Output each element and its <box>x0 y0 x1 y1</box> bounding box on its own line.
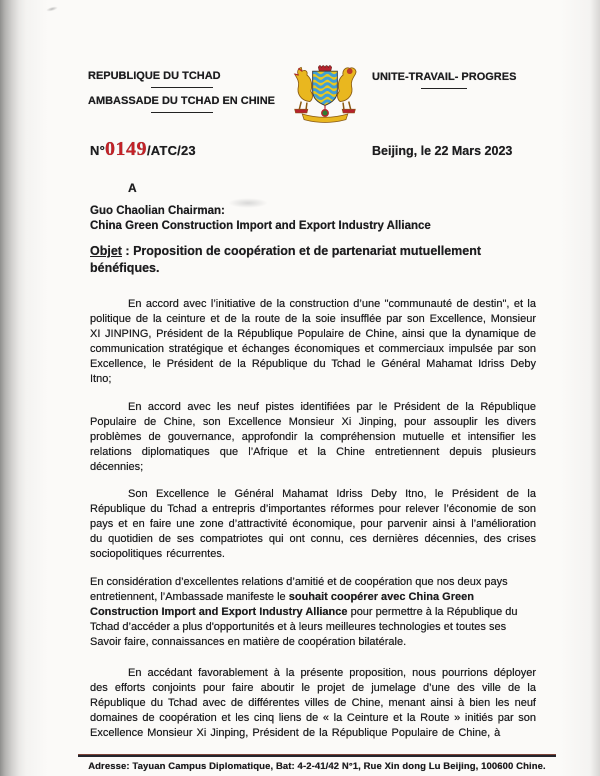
reference-row <box>90 138 536 162</box>
paragraph-4-text: En considération d’excellentes relations d’amitié et de coopération que nos deux pays entretiennent, l’Ambassade manifeste le <box>90 575 508 603</box>
letter-footer <box>78 754 556 772</box>
paragraph-4-bold-partner: souhait coopérer avec China Green Construction Import and Export Industry Alliance <box>90 590 474 618</box>
date-line: Beijing, le 22 Mars 2023 <box>372 144 513 158</box>
paragraph-2: En accord avec les neuf pistes identifiées par le Président de la République Populaire de Chine, son Excellence Monsieur Xi Jinping, pour assouplir les divers problèmes de gouvernance, approfondir la compréhension mutuelle et intensifier les relations diplomatiques que l’Afrique et la Chine entretiennent depuis plusieurs décennies; <box>90 400 536 473</box>
salutation: A <box>128 181 137 195</box>
reference-prefix: N° <box>90 143 105 158</box>
divider-line <box>151 112 213 113</box>
paragraph-5: En accédant favorablement à la présente proposition, nous pourrions déployer des efforts conjoints pour faire aboutir le projet de jumelage d’une des ville de la République du Tchad avec de différentes villes de Chine, menant ainsi à bien les neuf domaines de coopération et les cinq liens de « la Ceinture et la Route » initiés par son Excellence Monsieur Xi Jinping, Président de la République Populaire de Chine, à <box>90 666 536 740</box>
scan-smudge <box>46 6 59 13</box>
motto: UNITE-TRAVAIL- PROGRES <box>372 71 517 83</box>
reference-number <box>90 138 196 160</box>
footer-address: Adresse: Tayuan Campus Diplomatique, Bat: 4-2-41/42 N°1, Rue Xin dong Lu Beijing, 100600 Chine. <box>88 761 546 772</box>
recipient-organization: China Green Construction Import and Export Industry Alliance <box>90 219 431 232</box>
republic-title: REPUBLIQUE DU TCHAD <box>88 70 221 82</box>
reference-stamped-number: 0149 <box>105 138 147 160</box>
footer-divider-line <box>78 754 556 757</box>
header-left-block <box>88 70 275 113</box>
header-right-block <box>372 71 516 89</box>
subject-label: Objet <box>90 244 122 258</box>
letter-body <box>90 297 536 753</box>
reference-suffix: /ATC/23 <box>147 143 196 158</box>
paragraph-4-text: pour permettre à la République du Tchad d’accéder a plus d'opportunités et à leurs meilleures technologies et toutes ses Savoir faire, connaissances en matière de coopération bilatérale. <box>90 605 518 648</box>
subject-text: Proposition de coopération et de partenariat mutuellement bénéfiques. <box>90 244 482 275</box>
chad-coat-of-arms-icon <box>287 59 363 129</box>
paragraph-1: En accord avec l’initiative de la construction d’une "communauté de destin", et la politique de la ceinture et de la route de la soie insufflée par son Excellence, Monsieur XI JINPING, Président de la République Populaire de Chine, ainsi que la dynamique de communication stratégique et échanges économiques et commerciaux impulsée par son Excellence, le Président de la République du Tchad le Général Mahamat Idriss Deby Itno; <box>90 298 536 386</box>
divider-line <box>151 87 213 88</box>
divider-line <box>421 88 467 89</box>
paragraph-3: Son Excellence le Général Mahamat Idriss Deby Itno, le Président de la République du Tchad a entrepris d’importantes réformes pour relever l’économie de son pays et en faire une zone d’attractivité économique, pour parvenir ainsi à l’amélioration du quotidien de ses compatriotes qui ont connu, ces dernières décennies, des crises sociopolitiques récurrentes. <box>90 488 536 561</box>
recipient-name: Guo Chaolian Chairman: <box>90 205 225 217</box>
subject-separator: : <box>121 244 134 258</box>
subject-line <box>90 243 536 277</box>
embassy-title: AMBASSADE DU TCHAD EN CHINE <box>88 95 276 107</box>
recipient-block <box>90 204 431 233</box>
paragraph-4 <box>90 575 536 650</box>
